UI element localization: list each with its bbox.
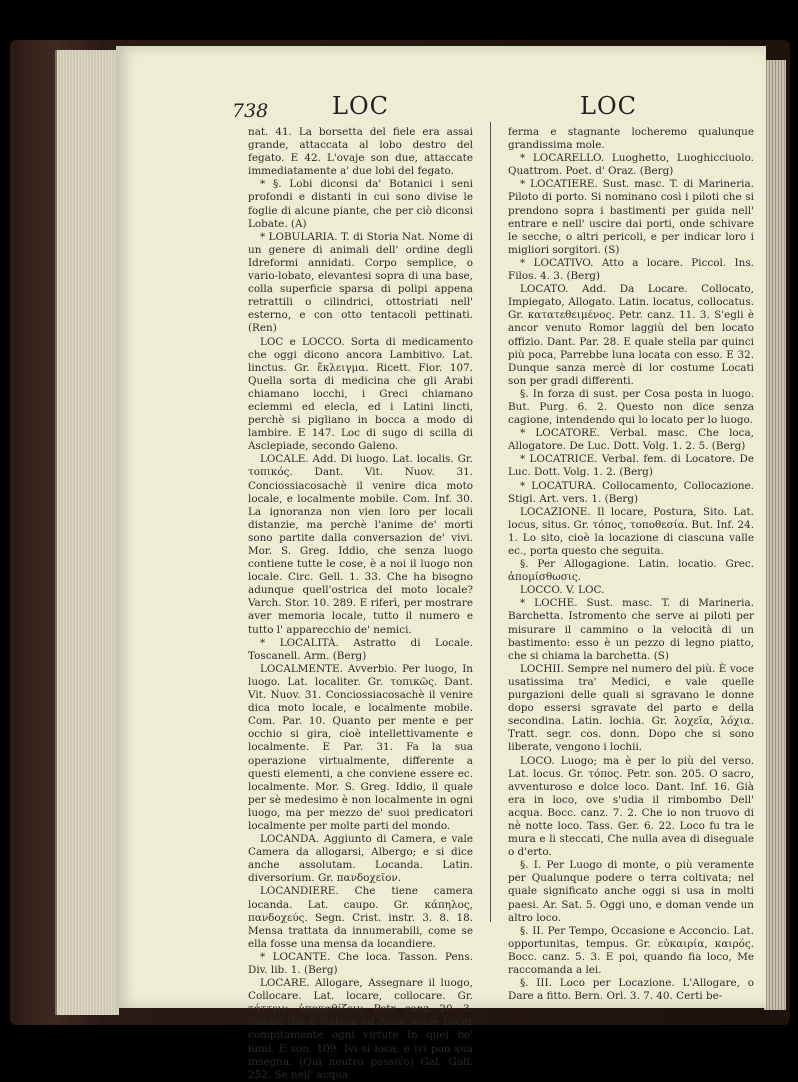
entry: LOCHII. Sempre nel numero del più. È voce usatissima tra' Medici, e vale quelle purgazioni delle quali si sgravano le donne dopo essersi sgravate del parto e della secondina. Latin. lochia. Gr. λοχεῖα, λόχια. Tratt. segr. cos. donn. Dopo che si sono liberate, vengono i lochii. <box>508 662 754 754</box>
entry: LOCO. Luogo; ma è per lo più del verso. Lat. locus. Gr. τόπος. Petr. son. 205. O sacro, avventuroso e dolce loco. Dant. Inf. 16. Già era in loco, ove s'udia il rimbombo Dell' acqua. Bocc. canz. 7. 2. Che io non truovo di nè notte loco. Tass. Ger. 6. 22. Loco fu tra le mura e li steccati, Che nulla avea di diseguale o d'erto. <box>508 754 754 859</box>
column-divider <box>490 122 491 922</box>
page-edges <box>55 50 119 1015</box>
entry: LOCALE. Add. Di luogo. Lat. localis. Gr. τοπικός. Dant. Vit. Nuov. 31. Conciossiacosachè il venire dica moto locale, e localmente mobile. Com. Inf. 30. La ignoranza non vien loro per locali distanzie, ma perchè l'anime de' morti sono partite dalla conversazion de' vivi. Mor. S. Greg. Iddio, che senza luogo contiene tutte le cose, è a noi il luogo non locale. Circ. Gell. 1. 33. Che ha bisogno adunque quell'ostrica del moto locale? Varch. Stor. 10. 289. E riferì, per mostrare aver memoria locale, tutto il numero e tutto l' apparecchio de' nemici. <box>248 453 473 636</box>
entry: LOC e LOCCO. Sorta di medicamento che oggi dicono ancora Lambitivo. Lat. linctus. Gr. ἔκλειγμα. Ricett. Fior. 107. Quella sorta di medicina che gli Arabi chiamano locchi, i Greci chiamano eclemmi ed elecla, ed i Latini lincti, perchè si pigliano in bocca a modo di lambire. E 147. Loc di sugo di scilla di Asclepiade, secondo Galeno. <box>248 335 473 453</box>
entry: * LOCATORE. Verbal. masc. Che loca, Allogatore. De Luc. Dott. Volg. 1. 2. 5. (Berg) <box>508 427 754 453</box>
running-head-left: LOC <box>332 92 389 120</box>
entry: LOCCO. V. LOC. <box>520 584 605 597</box>
entry: * §. Lobi diconsi da' Botanici i seni profondi e distanti in cui sono divise le foglie di alcune piante, che per ciò diconsi Lobate. (A) <box>248 178 473 230</box>
entry: ferma e stagnante locheremo qualunque grandissima mole. <box>508 126 754 152</box>
entry: nat. 41. La borsetta del fiele era assai grande, attaccata al lobo destro del fegato. E 42. L'ovaje son due, attaccate immediatamente a' due lobi del fegato. <box>248 126 473 178</box>
entry: §. I. Per Luogo di monte, o più veramente per Qualunque podere o terra coltivata; nel quale significato anche oggi si usa in molti paesi. Ar. Sat. 5. Oggi uno, e doman vende un altro loco. <box>508 859 754 924</box>
entry: * LOCARELLO. Luoghetto, Luoghicciuolo. Quattrom. Poet. d' Oraz. (Berg) <box>508 152 754 178</box>
right-column <box>508 126 754 1003</box>
entry: * LOCALITÀ. Astratto di Locale. Toscanell. Arm. (Berg) <box>248 636 473 662</box>
entry: §. II. Per Tempo, Occasione e Acconcio. Lat. opportunitas, tempus. Gr. εὐκαιρία, καιρός. Bocc. canz. 5. 3. E poi, quando fia loco, Me raccomanda a lei. <box>508 924 754 976</box>
entry: * LOCATIERE. Sust. masc. T. di Marineria. Piloto di porto. Si nominano così i piloti che si prendono sopra i bastimenti per guida nell' entrare e nell' uscire dai porti, onde schivare le secche, o altri pericoli, e per indicar loro i migliori sorgitori. (S) <box>508 178 754 256</box>
entry: * LOBULARIA. T. di Storia Nat. Nome di un genere di animali dell' ordine degli Idreformi annidati. Corpo semplice, o vario-lobato, elevantesi sopra di una base, colla superficie sparsa di polipi appena retrattili o cilindrici, ottostriati nell' esterno, e con otto tentacoli pettinati. (Ren) <box>248 230 473 335</box>
entry: LOCATO. Add. Da Locare. Collocato, Impiegato, Allogato. Latin. locatus, collocatus. Gr. κατατεθειμένος. Petr. canz. 11. 3. S'egli è ancor venuto Romor laggiù del ben locato offizio. Dant. Par. 28. E quale stella par quinci più poca, Parrebbe luna locata con esso. E 32. Dunque sanza mercè di lor costume Locati son per gradi differenti. <box>508 283 754 387</box>
left-column <box>248 126 473 1082</box>
entry: * LOCATURA. Collocamento, Collocazione. Stigl. Art. vers. 1. (Berg) <box>508 479 754 505</box>
right-page-edges <box>764 60 786 1010</box>
entry: * LOCANTE. Che loca. Tasson. Pens. Div. lib. 1. (Berg) <box>248 950 473 976</box>
entry: * LOCATIVO. Atto a locare. Piccol. Ins. Filos. 4. 3. (Berg) <box>508 256 754 283</box>
running-head-right: LOC <box>580 92 637 120</box>
entry: * LOCHE. Sust. masc. T. di Marineria. Barchetta. Istromento che serve ai piloti per misurare il cammino o la velocità di un bastimento: esso è un pezzo di legno piatto, che si chiama la barchetta. (S) <box>508 597 754 662</box>
entry: LOCANDIERE. Che tiene camera locanda. Lat. caupo. Gr. κάπηλος, πανδοχεύς. Segn. Crist. instr. 3. 8. 18. Mensa trattata da innumerabili, come se ella fosse una mensa da locandiere. <box>248 885 473 950</box>
entry: §. Per Allogagione. Latin. locatio. Grec. ἀπομίσθωσις. <box>508 558 754 584</box>
entry: §. In forza di sust. per Cosa posta in luogo. But. Purg. 6. 2. Questo non dice senza cagione, intendendo qui lo locato per lo luogo. <box>508 387 754 427</box>
entry: LOCAZIONE. Il locare, Postura, Sito. Lat. locus, situs. Gr. τόπος, τοποθεσία. But. Inf. 24. 1. Lo sito, cioè la locazione di ciascuna valle ec., porta questo che seguita. <box>508 505 754 557</box>
entry: §. III. Loco per Locazione. L'Allogare, o Dare a fitto. Bern. Orl. 3. 7. 40. Certi be- <box>508 977 754 1003</box>
entry: * LOCATRICE. Verbal. fem. di Locatore. De Luc. Dott. Volg. 1. 2. (Berg) <box>508 453 754 479</box>
entry: LOCARE. Allogare, Assegnare il luogo, Collocare. Lat. locare, collocare. Gr. τάττειν, ὑποκαθίζειν. Petr. canz. 20. 3. Poichè Dio e Natura ed Amor volse Locar compitamente ogni virtute In quei be' lumi. E son. 109. Ivi si loca, e ivi pon sua insegna. (Qui neutro passivo) Gal. Gall. 252. Se nell' acqua <box>248 977 473 1081</box>
page-number: 738 <box>232 100 269 122</box>
entry: LOCALMENTE. Avverbio. Per luogo, In luogo. Lat. localiter. Gr. τοπικῶς. Dant. Vit. Nuov. 31. Conciossiacosachè il venire dica moto locale, e localmente mobile. Com. Par. 10. Quanto per mente e per occhio si gira, cioè intellettivamente e localmente. E Par. 31. Fa la sua operazione virtualmente, differente a questi elementi, a che conviene essere ec. localmente. Mor. S. Greg. Iddio, il quale per sè medesimo è non localmente in ogni luogo, ma per mezzo de' suoi predicatori localmente per molte parti del mondo. <box>248 662 473 832</box>
entry: LOCANDA. Aggiunto di Camera, e vale Camera da allogarsi, Albergo; e si dice anche assolutam. Locanda. Latin. diversorium. Gr. πανδοχεῖον. <box>248 833 473 885</box>
